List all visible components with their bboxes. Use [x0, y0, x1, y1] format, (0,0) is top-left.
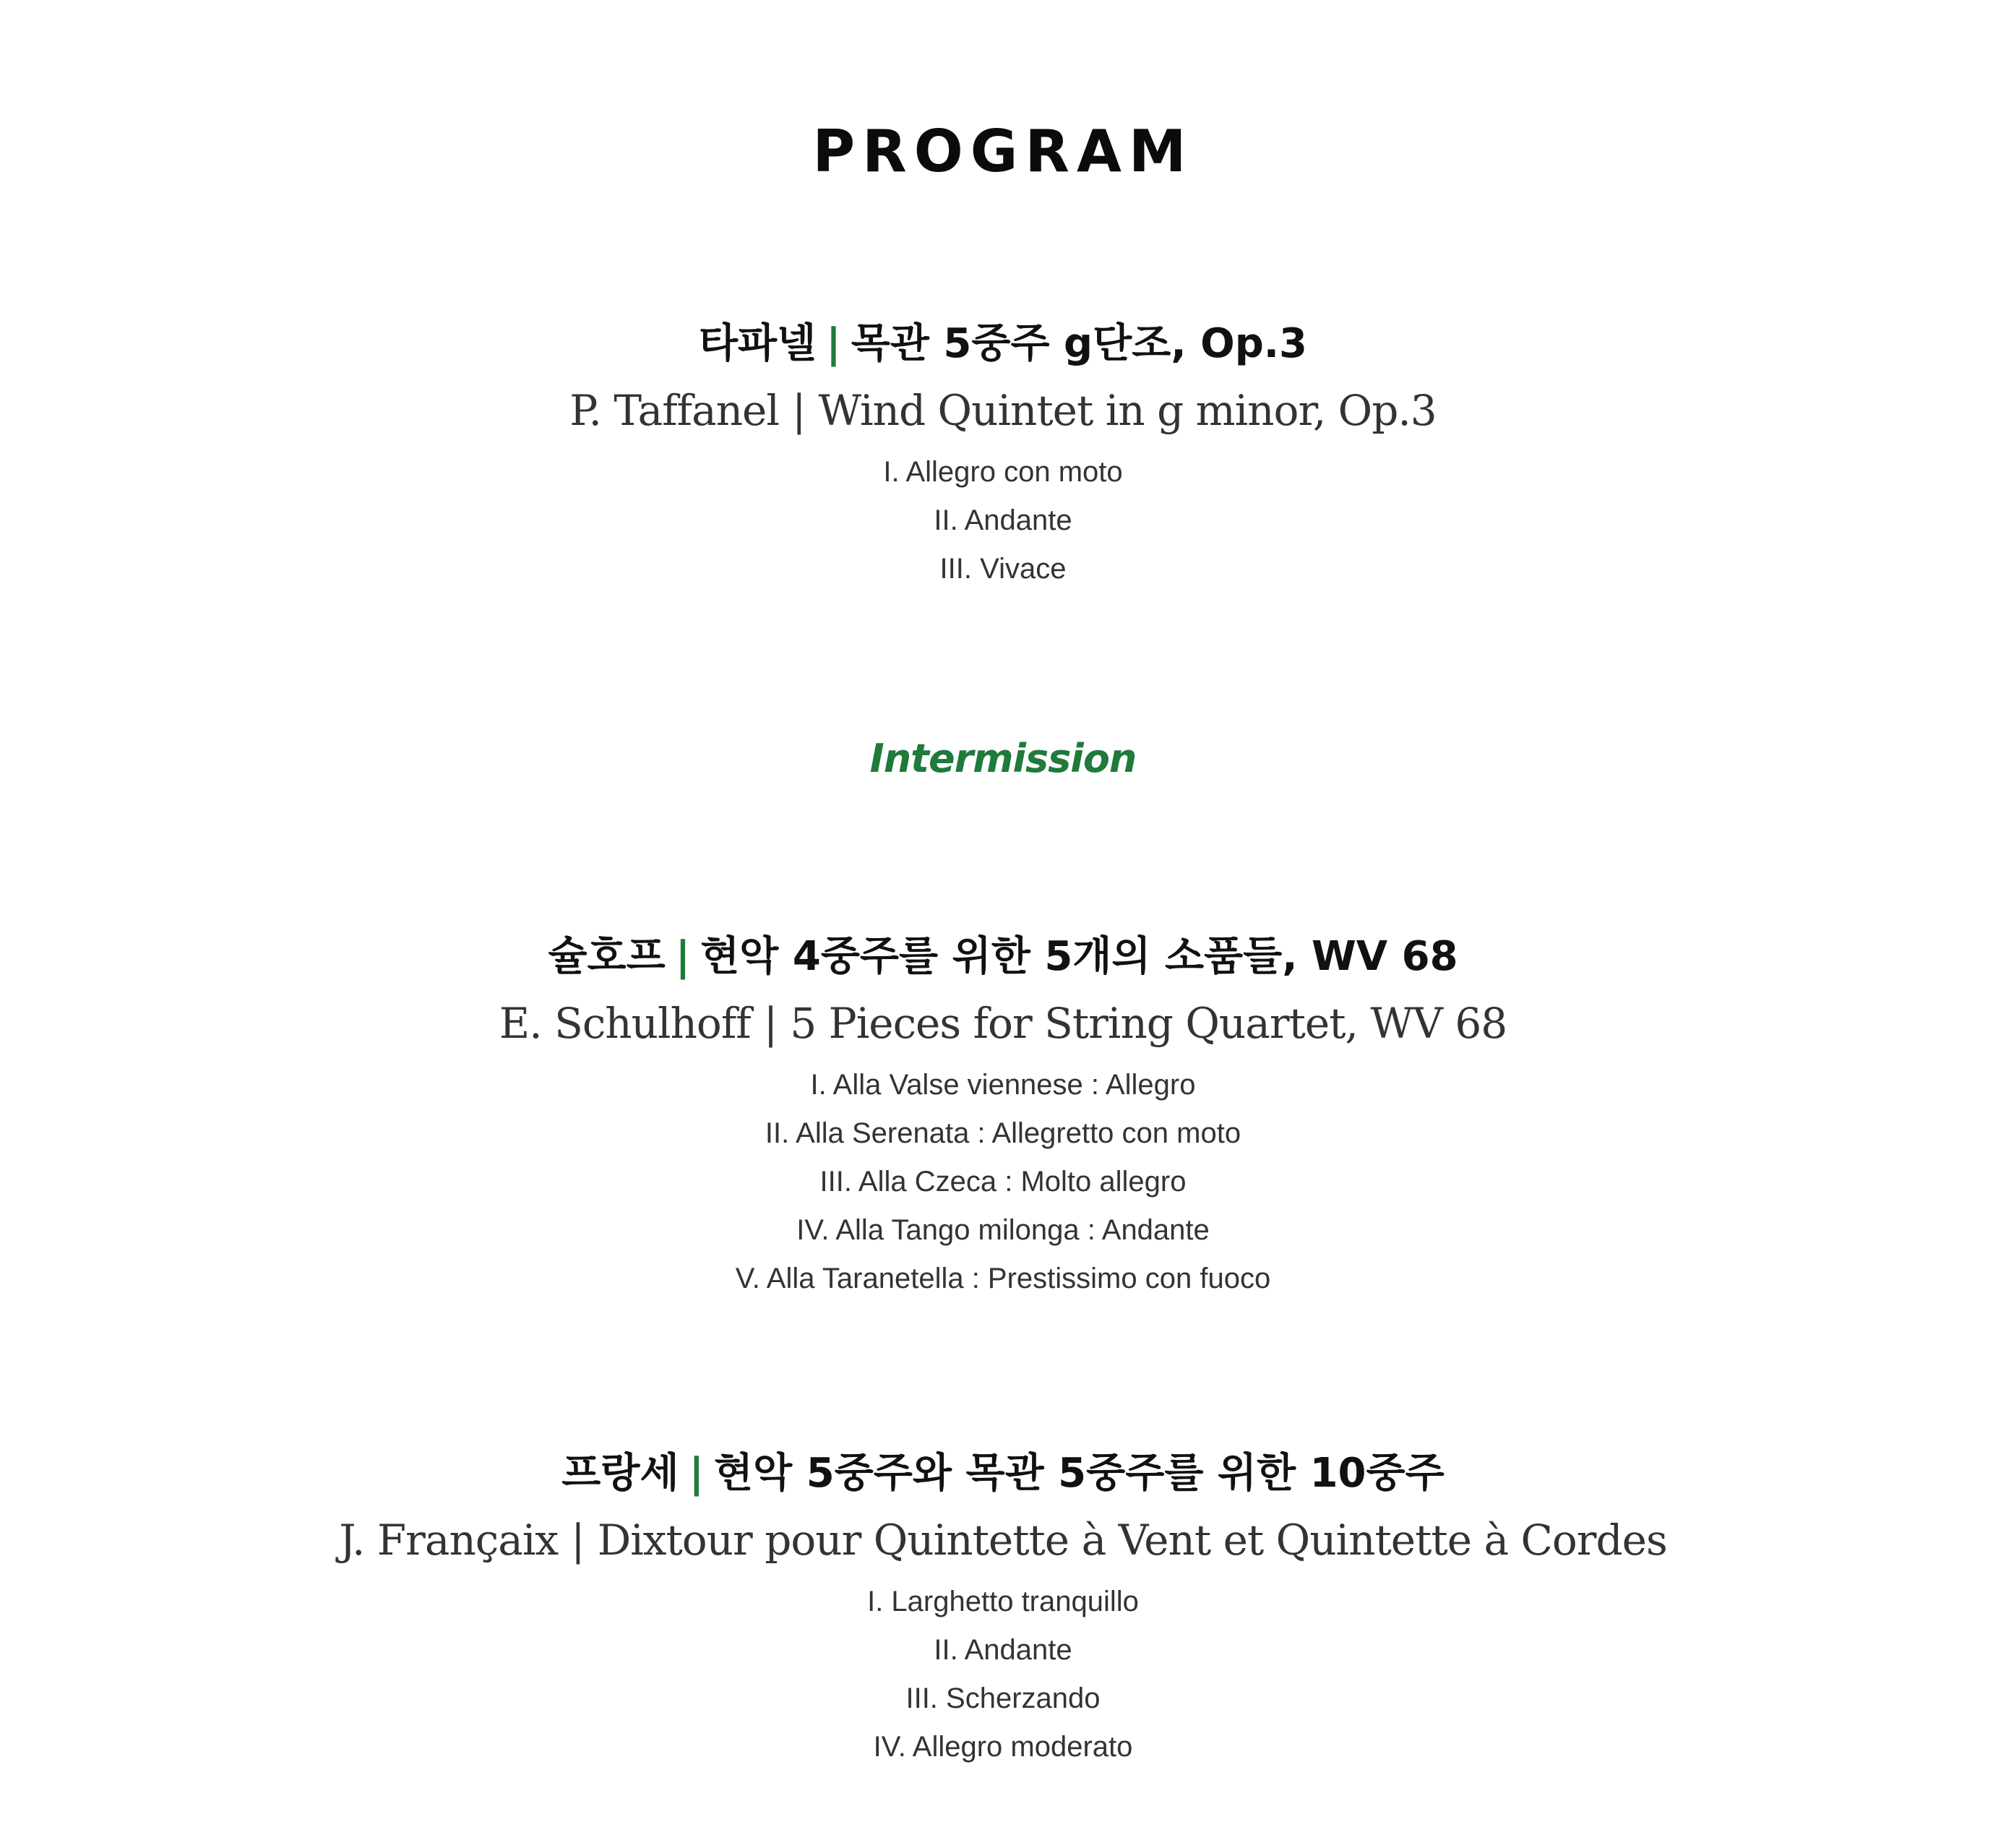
- intermission-label: Intermission: [869, 736, 1137, 781]
- movement-item: III. Scherzando: [905, 1682, 1101, 1714]
- piece-heading-ko: [0, 929, 2006, 984]
- movement-list: [0, 448, 2006, 593]
- piece-block-francaix: [0, 1446, 2006, 1771]
- movement-item: II. Andante: [934, 1634, 1072, 1666]
- piece-heading-ko: [0, 317, 2006, 371]
- movement-item: II. Andante: [934, 504, 1072, 536]
- heading-separator: |: [689, 1450, 705, 1497]
- piece-title-ko: 현악 4중주를 위한 5개의 소품들, WV 68: [700, 933, 1458, 980]
- movement-item: III. Vivace: [939, 553, 1067, 585]
- piece-title-en: 5 Pieces for String Quartet, WV 68: [790, 999, 1507, 1048]
- piece-heading-en: [0, 1510, 2006, 1570]
- heading-separator-en: |: [763, 999, 778, 1048]
- composer-name-ko: 슐호프: [548, 933, 666, 980]
- movement-item: I. Allegro con moto: [883, 456, 1123, 488]
- movement-item: II. Alla Serenata : Allegretto con moto: [765, 1117, 1241, 1149]
- piece-heading-ko: [0, 1446, 2006, 1501]
- composer-name-ko: 타파넬: [698, 320, 817, 367]
- piece-block-schulhoff: [0, 929, 2006, 1303]
- piece-title-ko: 목관 5중주 g단조, Op.3: [851, 320, 1308, 367]
- movement-item: IV. Alla Tango milonga : Andante: [796, 1214, 1210, 1246]
- movement-item: IV. Allegro moderato: [873, 1731, 1133, 1763]
- piece-title-ko: 현악 5중주와 목관 5중주를 위한 10중주: [714, 1450, 1445, 1497]
- heading-separator: |: [826, 320, 841, 367]
- movement-item: I. Alla Valse viennese : Allegro: [810, 1069, 1196, 1101]
- piece-block-taffanel: [0, 317, 2006, 593]
- composer-name-en: E. Schulhoff: [499, 999, 751, 1048]
- movement-list: [0, 1578, 2006, 1771]
- movement-item: I. Larghetto tranquillo: [867, 1586, 1139, 1617]
- composer-name-en: P. Taffanel: [569, 386, 779, 435]
- movement-item: V. Alla Taranetella : Prestissimo con fuoco: [735, 1263, 1271, 1294]
- heading-separator-en: |: [571, 1516, 585, 1565]
- piece-heading-en: [0, 380, 2006, 441]
- piece-heading-en: [0, 993, 2006, 1054]
- piece-title-en: Wind Quintet in g minor, Op.3: [818, 386, 1437, 435]
- movement-item: III. Alla Czeca : Molto allegro: [819, 1166, 1187, 1198]
- piece-title-en: Dixtour pour Quintette à Vent et Quintette à Cordes: [597, 1516, 1667, 1565]
- composer-name-en: J. Françaix: [339, 1516, 559, 1565]
- heading-separator-en: |: [791, 386, 806, 435]
- heading-separator: |: [675, 933, 691, 980]
- page-title: PROGRAM: [812, 118, 1194, 185]
- movement-list: [0, 1061, 2006, 1303]
- composer-name-ko: 프랑세: [561, 1450, 679, 1497]
